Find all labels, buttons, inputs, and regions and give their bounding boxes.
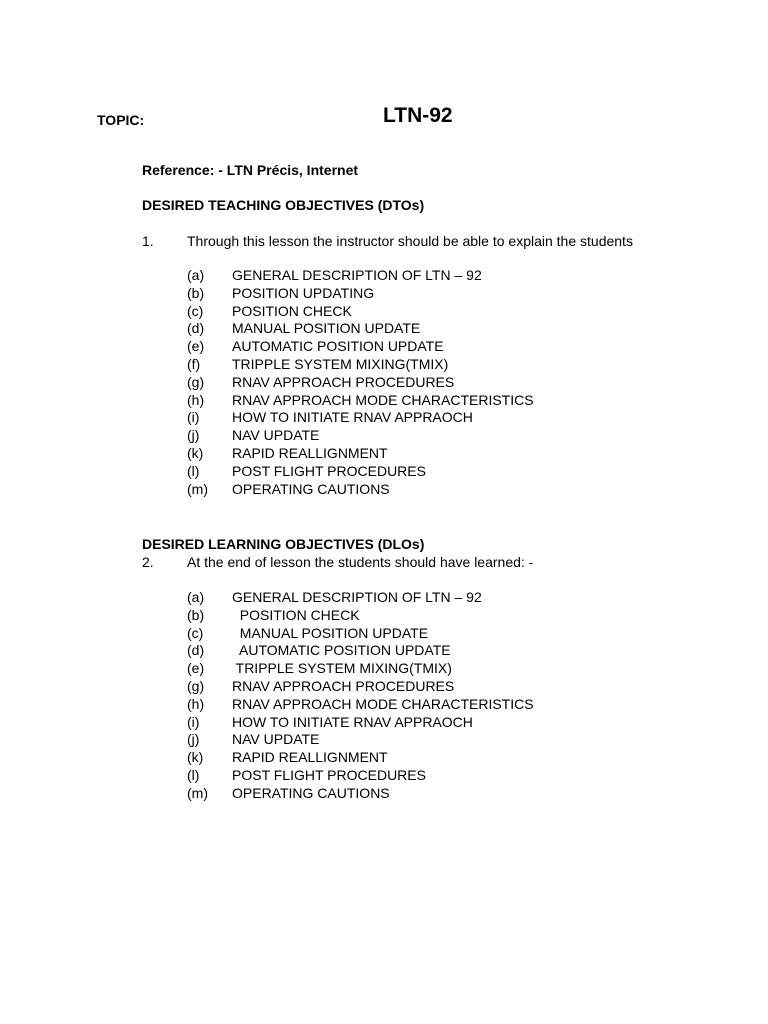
document-title: LTN-92 xyxy=(383,104,453,127)
list-item-text: HOW TO INITIATE RNAV APPRAOCH xyxy=(232,409,473,426)
list-item-letter: (a) xyxy=(187,267,205,283)
list-item-text: POSITION CHECK xyxy=(232,302,352,319)
list-item-letter: (c) xyxy=(187,302,204,319)
list-item-letter: (l) xyxy=(187,766,200,783)
dlo-number: 2. xyxy=(142,554,154,570)
dlo-heading: DESIRED LEARNING OBJECTIVES (DLOs) xyxy=(142,536,425,552)
list-item-text: HOW TO INITIATE RNAV APPRAOCH xyxy=(232,713,473,730)
list-item-letter: (c) xyxy=(187,624,204,641)
list-item-text: GENERAL DESCRIPTION OF LTN – 92 xyxy=(232,589,482,605)
list-item-letter: (e) xyxy=(187,338,205,355)
list-item-text: TRIPPLE SYSTEM MIXING(TMIX) xyxy=(232,660,452,677)
list-item-text: NAV UPDATE xyxy=(232,731,320,748)
list-item-text: MANUAL POSITION UPDATE xyxy=(232,320,421,337)
list-item-letter: (b) xyxy=(187,284,205,301)
list-item-letter: (g) xyxy=(187,373,205,390)
dto-intro xyxy=(142,233,702,251)
list-item-text: POST FLIGHT PROCEDURES xyxy=(232,766,426,783)
list-item-text: GENERAL DESCRIPTION OF LTN – 92 xyxy=(232,267,482,283)
list-item-letter: (h) xyxy=(187,391,205,408)
list-item-letter: (a) xyxy=(187,589,205,605)
list-item-text: OPERATING CAUTIONS xyxy=(232,784,390,801)
list-item-text: RNAV APPROACH MODE CHARACTERISTICS xyxy=(232,695,534,712)
list-item-letter: (i) xyxy=(187,409,200,426)
list-item-text: POST FLIGHT PROCEDURES xyxy=(232,462,426,479)
list-item-letter: (g) xyxy=(187,677,205,694)
list-item-letter: (i) xyxy=(187,713,200,730)
list-item-text: RNAV APPROACH MODE CHARACTERISTICS xyxy=(232,391,534,408)
list-item-letter: (d) xyxy=(187,320,205,337)
list-item-letter: (e) xyxy=(187,660,205,677)
list-item-text: OPERATING CAUTIONS xyxy=(232,480,390,497)
dlo-intro-text: At the end of lesson the students should have learned: - xyxy=(187,554,534,570)
dto-intro-text: Through this lesson the instructor should be able to explain the students xyxy=(187,233,633,249)
list-item-letter: (j) xyxy=(187,427,200,444)
list-item-text: TRIPPLE SYSTEM MIXING(TMIX) xyxy=(232,355,449,372)
list-item-letter: (h) xyxy=(187,695,205,712)
list-item-text: AUTOMATIC POSITION UPDATE xyxy=(232,642,451,659)
list-item-text: RNAV APPROACH PROCEDURES xyxy=(232,373,455,390)
dto-number: 1. xyxy=(142,233,154,249)
list-item-letter: (m) xyxy=(187,480,208,497)
list-item-text: RAPID REALLIGNMENT xyxy=(232,444,388,461)
dto-heading: DESIRED TEACHING OBJECTIVES (DTOs) xyxy=(142,197,425,213)
list-item-letter: (m) xyxy=(187,784,208,801)
topic-label: TOPIC: xyxy=(97,112,145,128)
reference-line: Reference: - LTN Précis, Internet xyxy=(142,162,359,178)
list-item-text: RNAV APPROACH PROCEDURES xyxy=(232,677,455,694)
list-item-letter: (b) xyxy=(187,606,205,623)
list-item-letter: (f) xyxy=(187,355,201,372)
list-item-text: AUTOMATIC POSITION UPDATE xyxy=(232,338,444,355)
list-item-text: POSITION CHECK xyxy=(232,606,360,623)
list-item-text: RAPID REALLIGNMENT xyxy=(232,749,388,766)
list-item-text: NAV UPDATE xyxy=(232,427,320,444)
list-item-letter: (k) xyxy=(187,444,204,461)
list-item-text: MANUAL POSITION UPDATE xyxy=(232,624,429,641)
list-item-letter: (d) xyxy=(187,642,205,659)
list-item-text: POSITION UPDATING xyxy=(232,284,375,301)
list-item-letter: (k) xyxy=(187,749,204,766)
list-item-letter: (l) xyxy=(187,462,200,479)
dlo-intro xyxy=(142,554,702,572)
list-item-letter: (j) xyxy=(187,731,200,748)
